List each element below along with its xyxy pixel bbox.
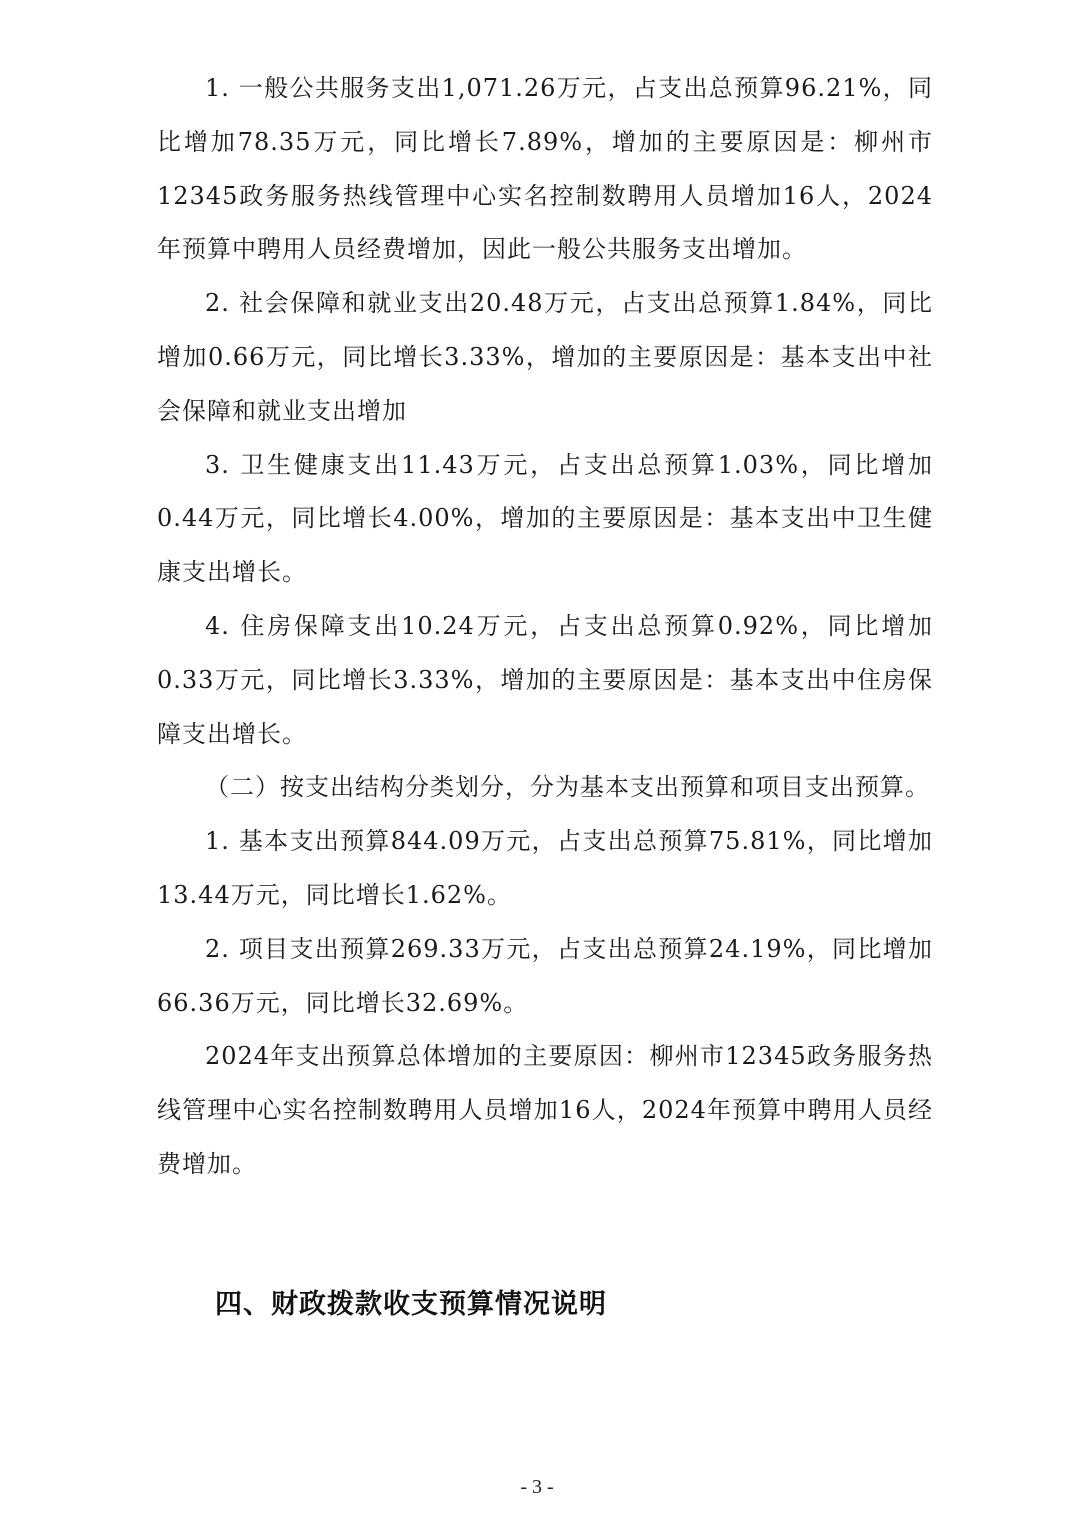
paragraph-general-public-services: 1. 一般公共服务支出1,071.26万元，占支出总预算96.21%，同比增加78.35万元，同比增长7.89%，增加的主要原因是：柳州市12345政务服务热线管理中心实名控制数聘用人员增加16人，2024年预算中聘用人员经费增加，因此一般公共服务支出增加。 (157, 74, 933, 264)
paragraph-housing: 4. 住房保障支出10.24万元，占支出总预算0.92%，同比增加0.33万元，同比增长3.33%，增加的主要原因是：基本支出中住房保障支出增长。 (157, 611, 933, 748)
paragraph-expenditure-structure: （二）按支出结构分类划分，分为基本支出预算和项目支出预算。 (205, 773, 930, 802)
paragraph-health: 3. 卫生健康支出11.43万元，占支出总预算1.03%，同比增加0.44万元，同比增长4.00%，增加的主要原因是：基本支出中卫生健康支出增长。 (157, 450, 933, 587)
paragraph-overall-reason: 2024年支出预算总体增加的主要原因：柳州市12345政务服务热线管理中心实名控制数聘用人员增加16人，2024年预算中聘用人员经费增加。 (157, 1042, 933, 1178)
paragraph-basic-expenditure: 1. 基本支出预算844.09万元，占支出总预算75.81%，同比增加13.44万元，同比增长1.62%。 (157, 827, 933, 909)
section-heading: 四、财政拨款收支预算情况说明 (215, 1289, 607, 1320)
page-number: - 3 - (520, 1476, 554, 1498)
paragraph-project-expenditure: 2. 项目支出预算269.33万元，占支出总预算24.19%，同比增加66.36万元，同比增长32.69%。 (157, 934, 933, 1017)
paragraph-social-security: 2. 社会保障和就业支出20.48万元，占支出总预算1.84%，同比增加0.66万元，同比增长3.33%，增加的主要原因是：基本支出中社会保障和就业支出增加 (157, 289, 933, 425)
body-text (157, 62, 933, 1192)
